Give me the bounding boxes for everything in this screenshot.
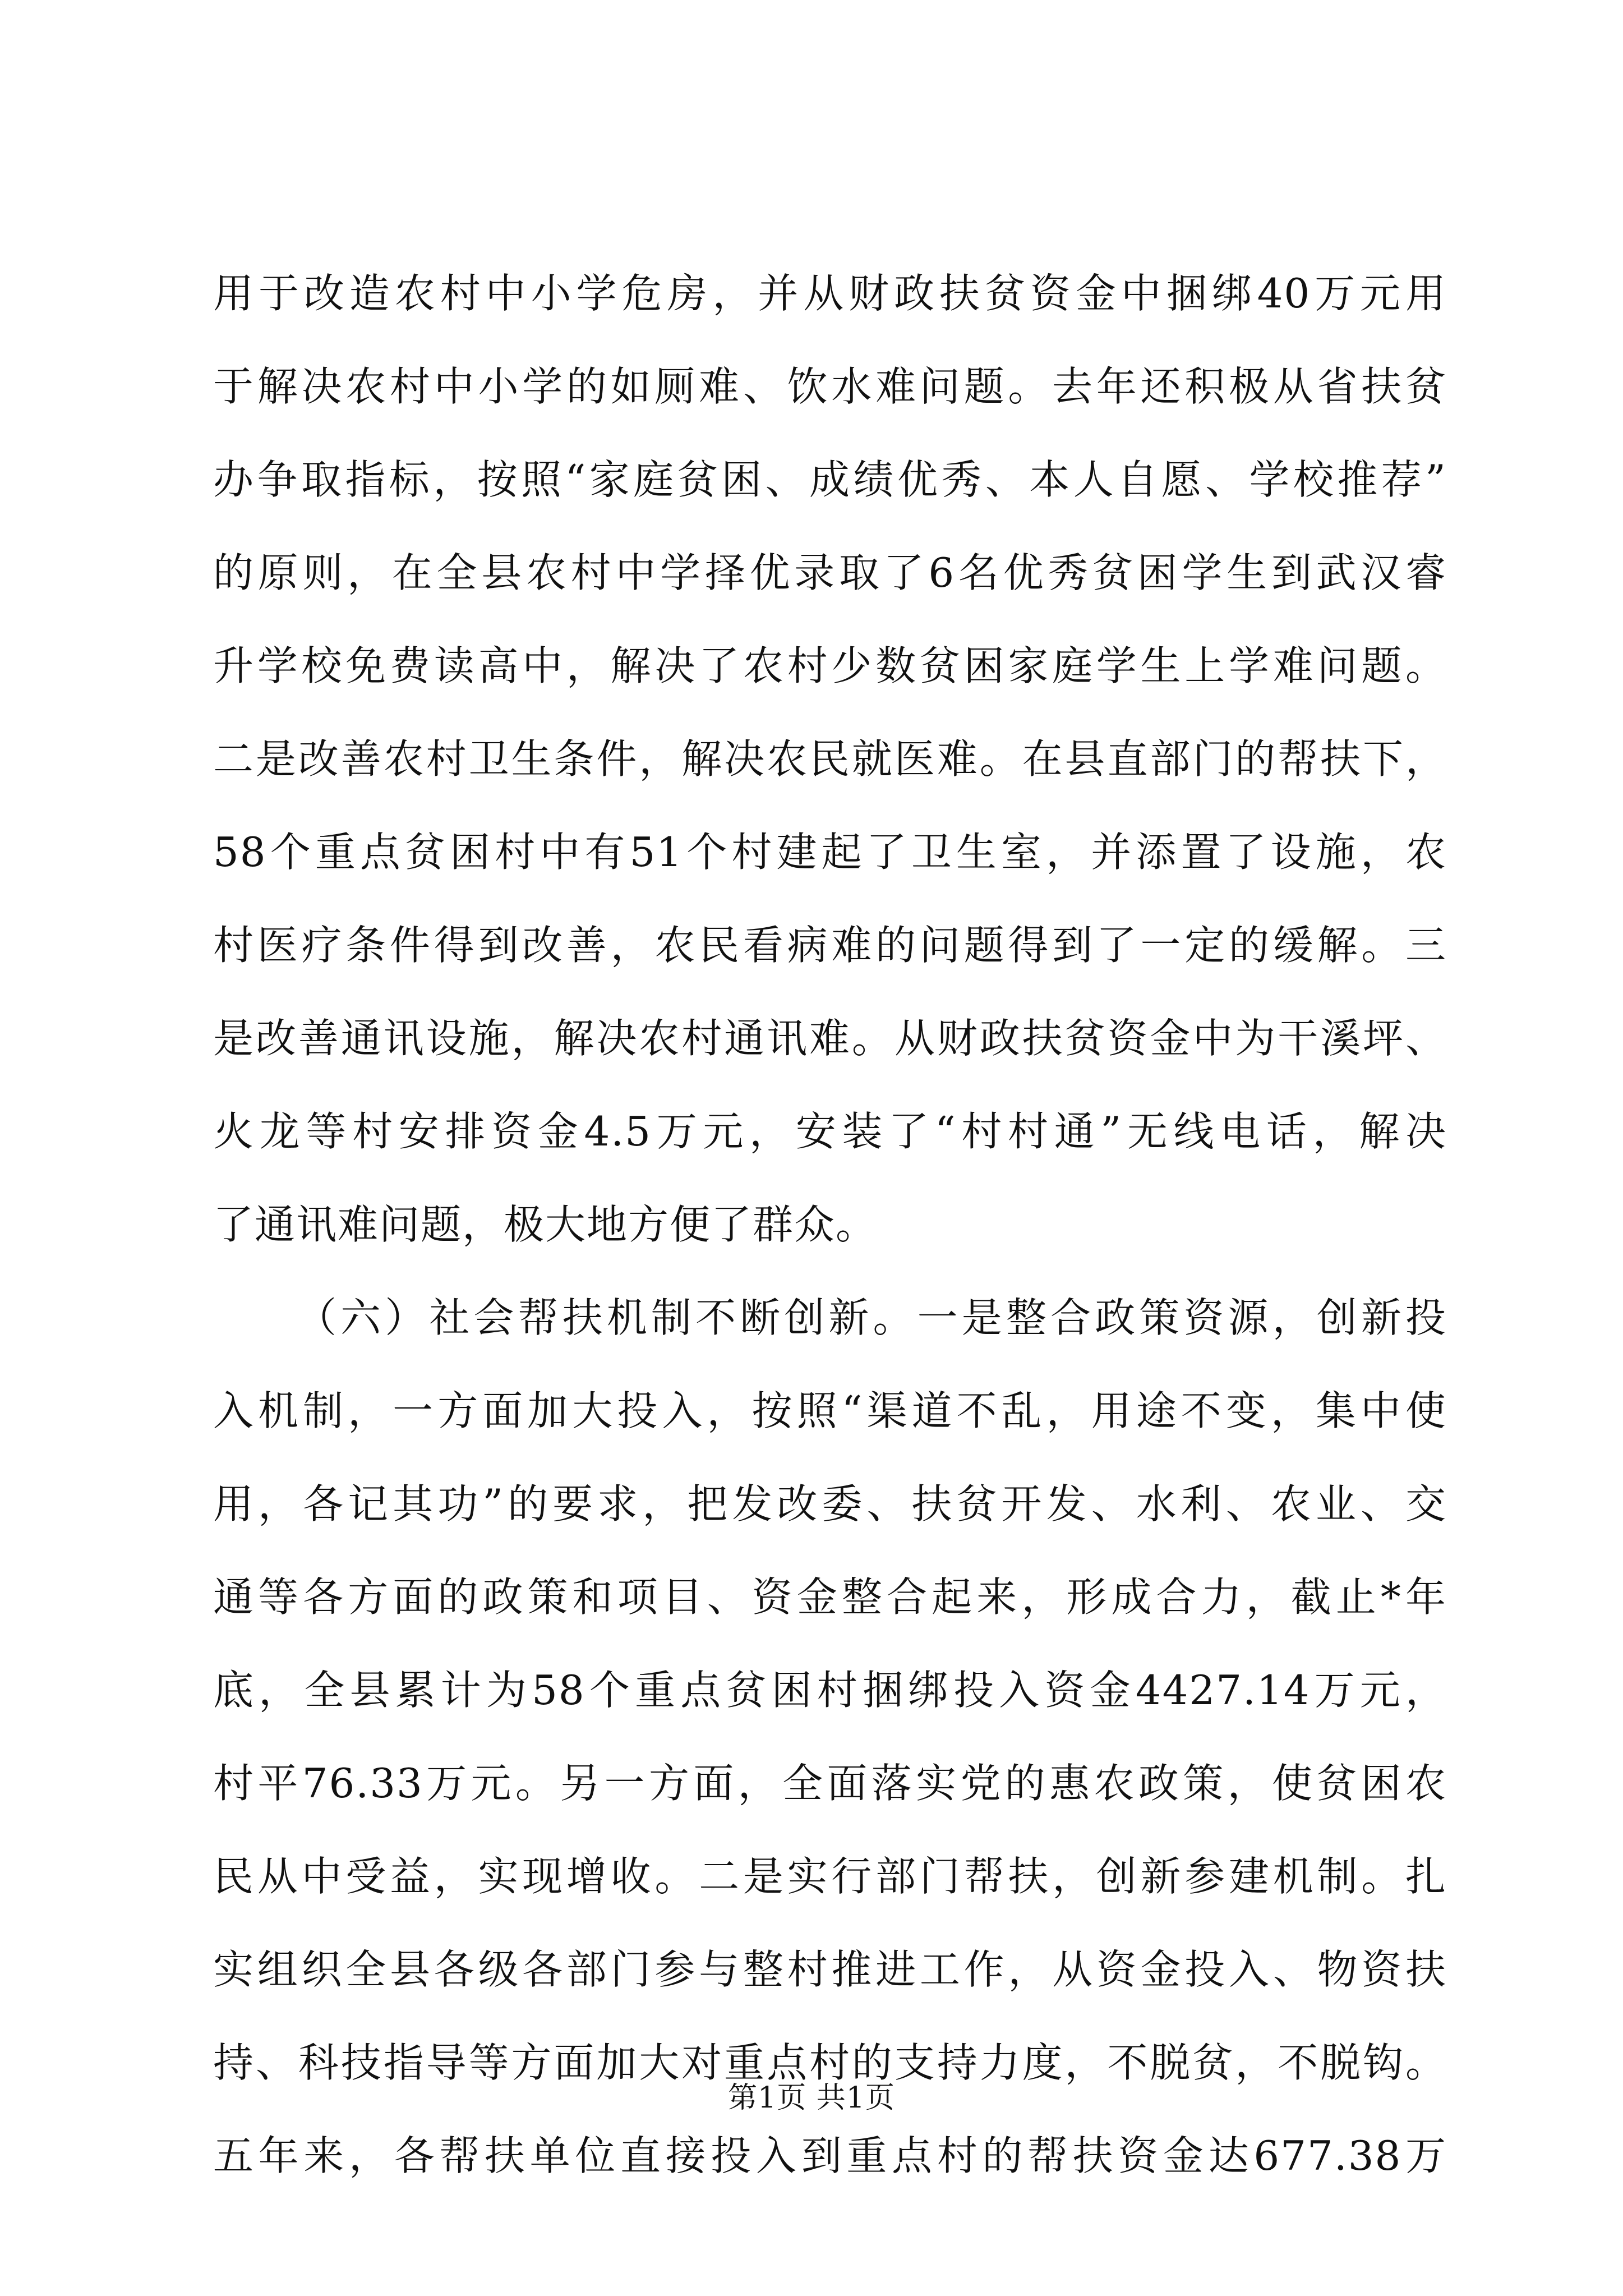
page-number-footer: 第1页 共1页: [728, 2081, 895, 2115]
paragraph-line: 二是改善农村卫生条件，解决农民就医难。在县直部门的帮扶下，: [213, 735, 1447, 783]
paragraph-line: 了通讯难问题，极大地方便了群众。: [213, 1201, 878, 1248]
paragraph-line: 村医疗条件得到改善，农民看病难的问题得到了一定的缓解。三: [213, 922, 1447, 969]
document-body: [213, 247, 1447, 2202]
section-heading-line: （六）社会帮扶机制不断创新。一是整合政策资源，创新投: [296, 1294, 1447, 1341]
paragraph-line: 于解决农村中小学的如厕难、饮水难问题。去年还积极从省扶贫: [213, 363, 1447, 410]
paragraph-line: 民从中受益，实现增收。二是实行部门帮扶，创新参建机制。扎: [213, 1853, 1447, 1900]
paragraph-line: 是改善通讯设施，解决农村通讯难。从财政扶贫资金中为干溪坪、: [213, 1015, 1447, 1062]
paragraph-line: 用于改造农村中小学危房，并从财政扶贫资金中捆绑40万元用: [213, 270, 1447, 317]
paragraph-line: 入机制，一方面加大投入，按照“渠道不乱，用途不变，集中使: [213, 1387, 1447, 1434]
paragraph-line: 升学校免费读高中，解决了农村少数贫困家庭学生上学难问题。: [213, 642, 1447, 689]
paragraph-line: 五年来，各帮扶单位直接投入到重点村的帮扶资金达677.38万: [213, 2132, 1447, 2179]
paragraph-line: 实组织全县各级各部门参与整村推进工作，从资金投入、物资扶: [213, 1946, 1447, 1993]
paragraph-line: 办争取指标，按照“家庭贫困、成绩优秀、本人自愿、学校推荐”: [213, 456, 1447, 503]
paragraph-line: 村平76.33万元。另一方面，全面落实党的惠农政策，使贫困农: [213, 1760, 1447, 1807]
paragraph-line: 用，各记其功”的要求，把发改委、扶贫开发、水利、农业、交: [213, 1480, 1447, 1527]
paragraph-line: 通等各方面的政策和项目、资金整合起来，形成合力，截止*年: [213, 1573, 1447, 1621]
paragraph-line: 底，全县累计为58个重点贫困村捆绑投入资金4427.14万元，: [213, 1667, 1447, 1714]
paragraph-line: 58个重点贫困村中有51个村建起了卫生室，并添置了设施，农: [213, 829, 1447, 876]
paragraph-line: 火龙等村安排资金4.5万元，安装了“村村通”无线电话，解决: [213, 1108, 1447, 1155]
paragraph-line: 持、科技指导等方面加大对重点村的支持力度，不脱贫，不脱钩。: [213, 2039, 1447, 2086]
paragraph-line: 的原则，在全县农村中学择优录取了6名优秀贫困学生到武汉睿: [213, 549, 1447, 596]
